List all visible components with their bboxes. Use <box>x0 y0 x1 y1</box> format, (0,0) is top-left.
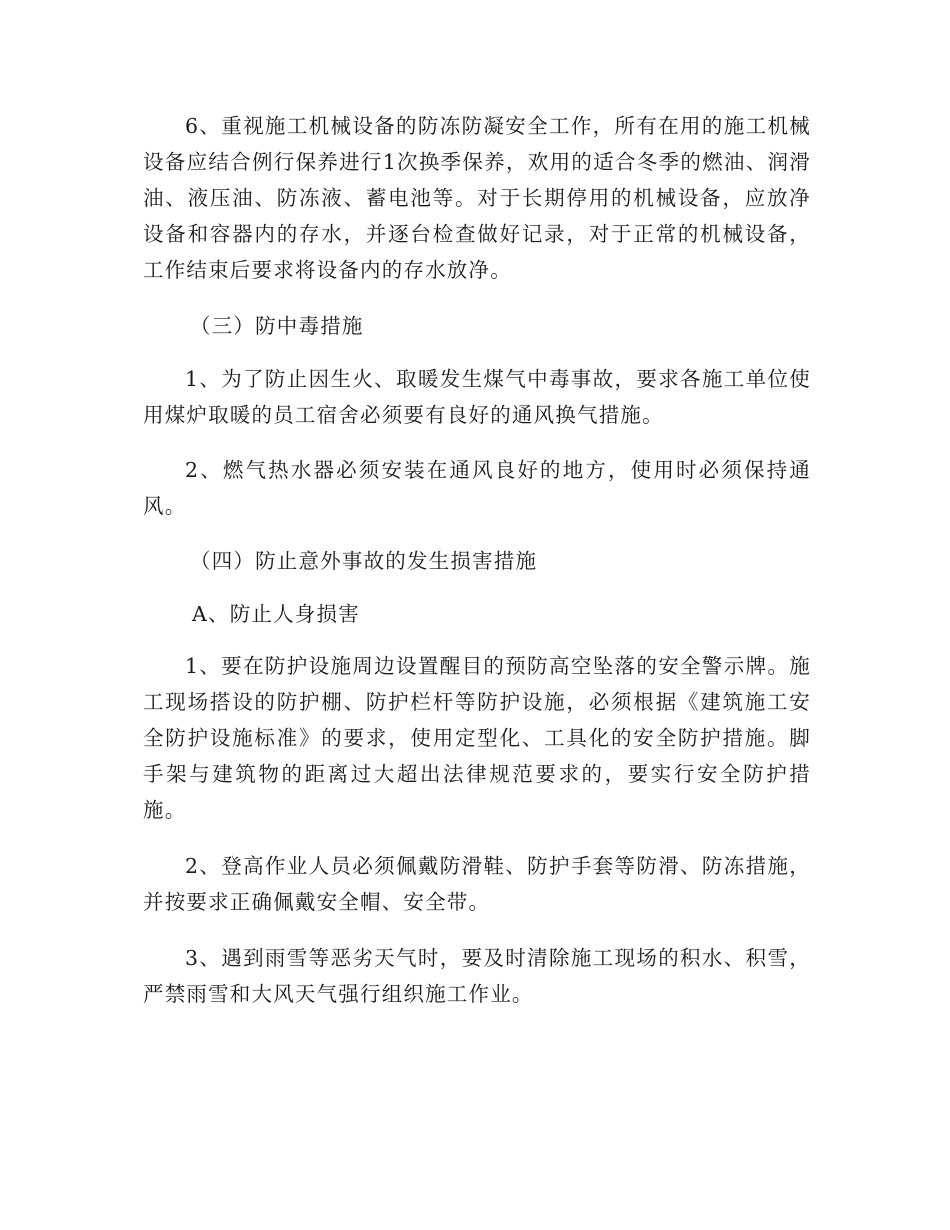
paragraph-fall-protection: 1、要在防护设施周边设置醒目的预防高空坠落的安全警示牌。施工现场搭设的防护棚、防护栏杆等防护设施，必须根据《建筑施工安全防护设施标准》的要求，使用定型化、工具化的安全防护措施。脚手架与建筑物的距离过大超出法律规范要求的，要实行安全防护措施。 <box>143 654 811 822</box>
paragraph-machinery-antifreeze: 6、重视施工机械设备的防冻防凝安全工作，所有在用的施工机械设备应结合例行保养进行1次换季保养，欢用的适合冬季的燃油、润滑油、液压油、防冻液、蓄电池等。对于长期停用的机械设备，应放净设备和容器内的存水，并逐台检查做好记录，对于正常的机械设备，工作结束后要求将设备内的存水放净。 <box>143 114 811 282</box>
paragraph-high-work-gear: 2、登高作业人员必须佩戴防滑鞋、防护手套等防滑、防冻措施，并按要求正确佩戴安全帽、安全带。 <box>143 854 811 914</box>
paragraph-coal-gas-prevention: 1、为了防止因生火、取暖发生煤气中毒事故，要求各施工单位使用煤炉取暖的员工宿舍必须要有良好的通风换气措施。 <box>143 367 811 427</box>
heading-anti-poisoning: （三）防中毒措施 <box>190 314 364 338</box>
paragraph-gas-water-heater: 2、燃气热水器必须安装在通风良好的地方，使用时必须保持通风。 <box>143 458 811 518</box>
heading-accident-prevention: （四）防止意外事故的发生损害措施 <box>190 549 538 573</box>
paragraph-bad-weather: 3、遇到雨雪等恶劣天气时，要及时清除施工现场的积水、积雪，严禁雨雪和大风天气强行组织施工作业。 <box>143 946 811 1006</box>
subheading-personal-injury: A、防止人身损害 <box>192 602 360 626</box>
